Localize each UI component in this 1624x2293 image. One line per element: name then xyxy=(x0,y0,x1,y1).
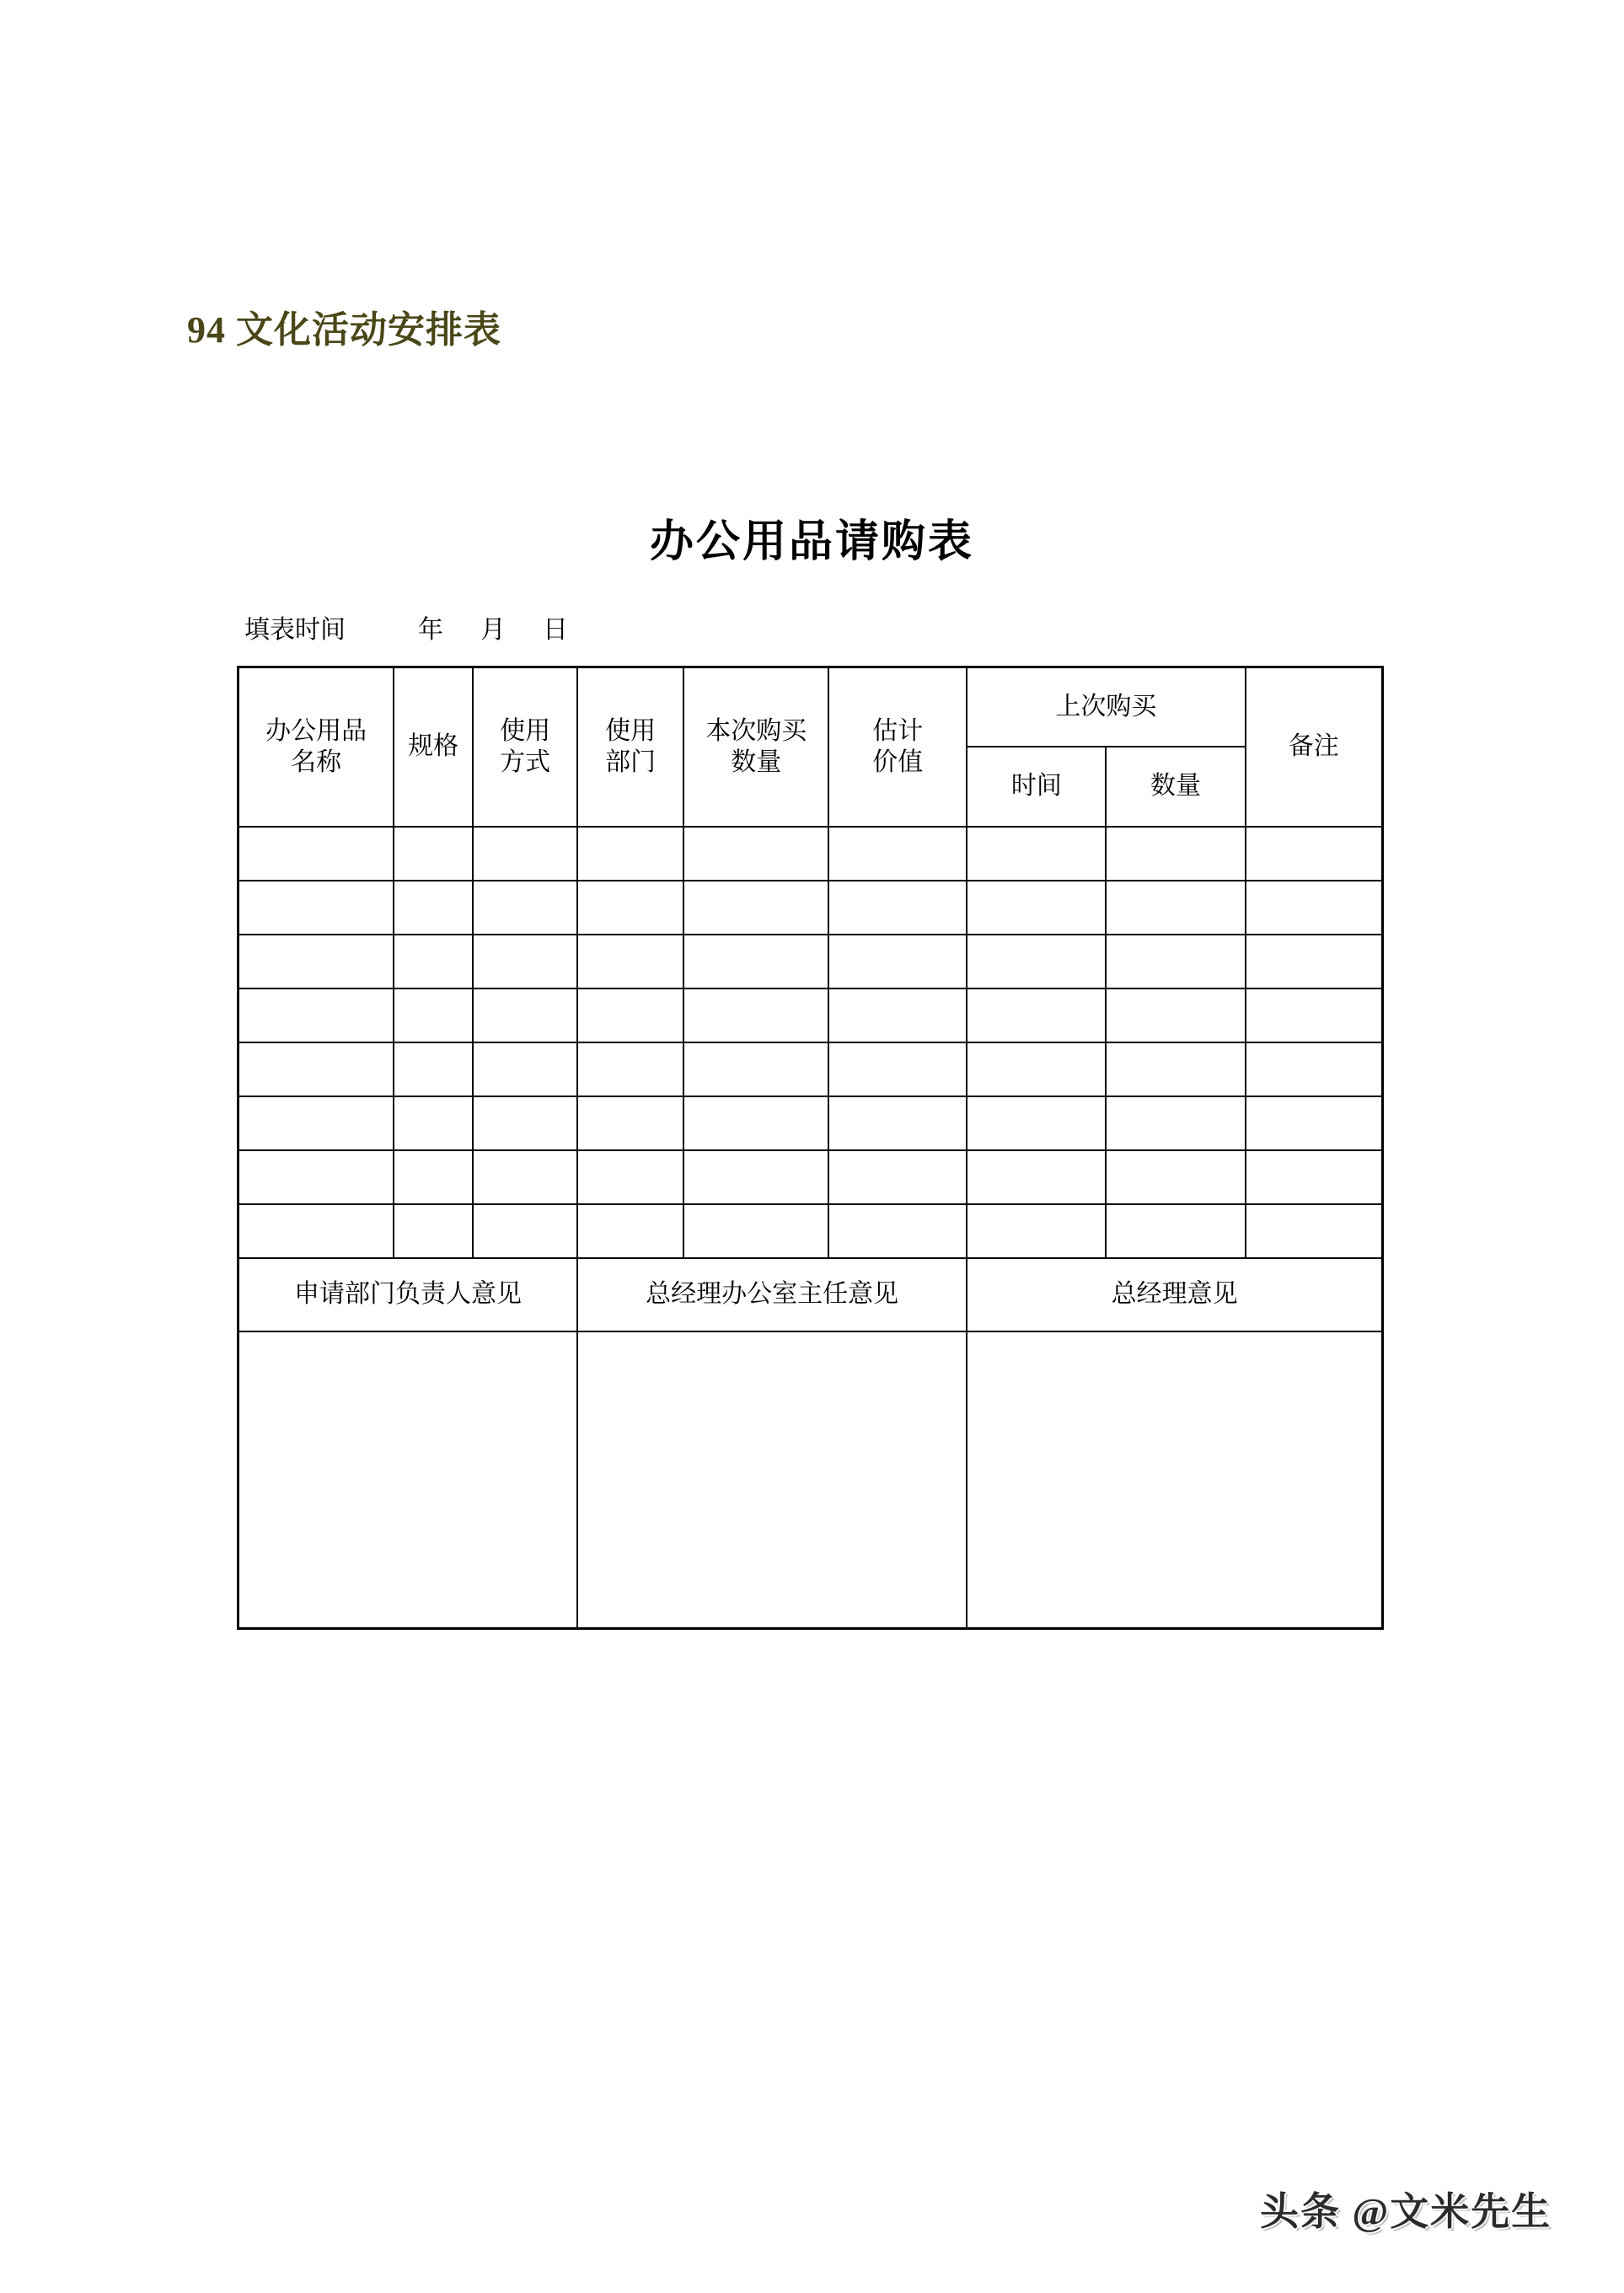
table-row[interactable] xyxy=(239,935,1383,988)
cell-current-qty[interactable] xyxy=(683,1150,828,1204)
header-current-qty xyxy=(683,667,828,828)
cell-usage-method[interactable] xyxy=(473,827,577,881)
cell-usage-method[interactable] xyxy=(473,1204,577,1258)
cell-item-name[interactable] xyxy=(239,988,394,1042)
fill-date-line xyxy=(244,608,568,646)
cell-remark[interactable] xyxy=(1246,881,1383,935)
cell-last-purchase-qty[interactable] xyxy=(1106,1150,1245,1204)
cell-estimated-value[interactable] xyxy=(828,935,967,988)
cell-last-purchase-time[interactable] xyxy=(967,935,1106,988)
cell-remark[interactable] xyxy=(1246,988,1383,1042)
cell-current-qty[interactable] xyxy=(683,1096,828,1150)
table-body xyxy=(239,827,1383,1629)
cell-usage-dept[interactable] xyxy=(577,935,683,988)
cell-current-qty[interactable] xyxy=(683,1204,828,1258)
header-usage-dept xyxy=(577,667,683,828)
header-estimated-value-line1: 估计 xyxy=(872,716,924,745)
purchase-request-table-wrapper xyxy=(237,666,1384,1630)
cell-item-name[interactable] xyxy=(239,1204,394,1258)
header-usage-method-line2: 方式 xyxy=(500,747,551,776)
cell-remark[interactable] xyxy=(1246,1096,1383,1150)
cell-current-qty[interactable] xyxy=(683,827,828,881)
cell-spec[interactable] xyxy=(394,988,473,1042)
signature-area-dept-head[interactable] xyxy=(239,1331,578,1629)
cell-last-purchase-qty[interactable] xyxy=(1106,827,1245,881)
header-estimated-value xyxy=(828,667,967,828)
cell-current-qty[interactable] xyxy=(683,935,828,988)
cell-usage-dept[interactable] xyxy=(577,1204,683,1258)
cell-last-purchase-time[interactable] xyxy=(967,1096,1106,1150)
signature-label-row xyxy=(239,1258,1383,1331)
cell-estimated-value[interactable] xyxy=(828,988,967,1042)
watermark: 头条 @文米先生 xyxy=(1260,2190,1552,2233)
fill-date-month: 月 xyxy=(480,616,506,644)
cell-spec[interactable] xyxy=(394,827,473,881)
header-usage-method-line1: 使用 xyxy=(500,716,551,745)
header-usage-dept-line2: 部门 xyxy=(605,747,657,776)
table-row[interactable] xyxy=(239,1042,1383,1096)
fill-date-year: 年 xyxy=(418,616,443,644)
cell-usage-method[interactable] xyxy=(473,881,577,935)
cell-estimated-value[interactable] xyxy=(828,881,967,935)
cell-last-purchase-time[interactable] xyxy=(967,988,1106,1042)
cell-item-name[interactable] xyxy=(239,1042,394,1096)
cell-remark[interactable] xyxy=(1246,935,1383,988)
fill-date-day: 日 xyxy=(543,616,568,644)
header-item-name-line1: 办公用品 xyxy=(265,716,367,745)
table-header-row xyxy=(239,667,1383,747)
cell-spec[interactable] xyxy=(394,1204,473,1258)
header-last-purchase-time: 时间 xyxy=(967,747,1106,827)
purchase-request-table xyxy=(237,666,1384,1630)
fill-date-label: 填表时间 xyxy=(244,616,346,644)
cell-usage-dept[interactable] xyxy=(577,827,683,881)
header-usage-dept-line1: 使用 xyxy=(605,716,657,745)
cell-remark[interactable] xyxy=(1246,827,1383,881)
cell-estimated-value[interactable] xyxy=(828,1204,967,1258)
form-title: 办公用品请购表 xyxy=(649,518,974,566)
header-spec: 规格 xyxy=(394,667,473,828)
cell-usage-method[interactable] xyxy=(473,1042,577,1096)
table-row[interactable] xyxy=(239,1204,1383,1258)
cell-usage-method[interactable] xyxy=(473,1096,577,1150)
cell-usage-dept[interactable] xyxy=(577,988,683,1042)
cell-item-name[interactable] xyxy=(239,1150,394,1204)
cell-last-purchase-qty[interactable] xyxy=(1106,1096,1245,1150)
signature-label-gm-office-director: 总经理办公室主任意见 xyxy=(577,1258,967,1331)
table-row[interactable] xyxy=(239,1096,1383,1150)
cell-estimated-value[interactable] xyxy=(828,827,967,881)
cell-item-name[interactable] xyxy=(239,935,394,988)
header-item-name xyxy=(239,667,394,828)
cell-last-purchase-qty[interactable] xyxy=(1106,935,1245,988)
cell-item-name[interactable] xyxy=(239,1096,394,1150)
header-estimated-value-line2: 价值 xyxy=(872,747,924,776)
cell-estimated-value[interactable] xyxy=(828,1096,967,1150)
cell-remark[interactable] xyxy=(1246,1042,1383,1096)
header-current-qty-line1: 本次购买 xyxy=(705,716,807,745)
table-row[interactable] xyxy=(239,827,1383,881)
cell-last-purchase-time[interactable] xyxy=(967,827,1106,881)
cell-current-qty[interactable] xyxy=(683,881,828,935)
cell-item-name[interactable] xyxy=(239,827,394,881)
table-row[interactable] xyxy=(239,1150,1383,1204)
cell-remark[interactable] xyxy=(1246,1204,1383,1258)
cell-usage-method[interactable] xyxy=(473,935,577,988)
signature-input-row xyxy=(239,1331,1383,1629)
cell-spec[interactable] xyxy=(394,1150,473,1204)
cell-spec[interactable] xyxy=(394,1096,473,1150)
signature-area-general-manager[interactable] xyxy=(967,1331,1382,1629)
table-row[interactable] xyxy=(239,988,1383,1042)
cell-last-purchase-time[interactable] xyxy=(967,881,1106,935)
cell-last-purchase-qty[interactable] xyxy=(1106,1204,1245,1258)
signature-label-dept-head: 申请部门负责人意见 xyxy=(239,1258,578,1331)
cell-usage-method[interactable] xyxy=(473,988,577,1042)
header-current-qty-line2: 数量 xyxy=(731,747,782,776)
cell-last-purchase-qty[interactable] xyxy=(1106,881,1245,935)
cell-spec[interactable] xyxy=(394,1042,473,1096)
cell-spec[interactable] xyxy=(394,935,473,988)
header-last-purchase: 上次购买 xyxy=(967,667,1245,747)
cell-current-qty[interactable] xyxy=(683,988,828,1042)
cell-item-name[interactable] xyxy=(239,881,394,935)
cell-last-purchase-qty[interactable] xyxy=(1106,988,1245,1042)
signature-area-gm-office-director[interactable] xyxy=(577,1331,967,1629)
cell-usage-dept[interactable] xyxy=(577,881,683,935)
cell-usage-method[interactable] xyxy=(473,1150,577,1204)
cell-last-purchase-qty[interactable] xyxy=(1106,1042,1245,1096)
cell-usage-dept[interactable] xyxy=(577,1042,683,1096)
signature-label-general-manager: 总经理意见 xyxy=(967,1258,1382,1331)
cell-usage-dept[interactable] xyxy=(577,1096,683,1150)
cell-remark[interactable] xyxy=(1246,1150,1383,1204)
header-item-name-line2: 名称 xyxy=(291,747,342,776)
cell-usage-dept[interactable] xyxy=(577,1150,683,1204)
cell-estimated-value[interactable] xyxy=(828,1042,967,1096)
cell-last-purchase-time[interactable] xyxy=(967,1042,1106,1096)
cell-spec[interactable] xyxy=(394,881,473,935)
header-remark: 备注 xyxy=(1246,667,1383,828)
header-last-purchase-qty: 数量 xyxy=(1106,747,1245,827)
cell-last-purchase-time[interactable] xyxy=(967,1150,1106,1204)
table-row[interactable] xyxy=(239,881,1383,935)
cell-estimated-value[interactable] xyxy=(828,1150,967,1204)
header-usage-method xyxy=(473,667,577,828)
section-heading: 94 文化活动安排表 xyxy=(187,309,501,351)
cell-current-qty[interactable] xyxy=(683,1042,828,1096)
cell-last-purchase-time[interactable] xyxy=(967,1204,1106,1258)
